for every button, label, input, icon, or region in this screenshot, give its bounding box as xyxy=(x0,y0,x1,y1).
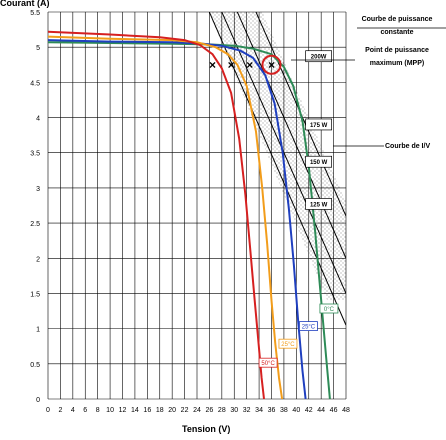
y-tick-label: 2 xyxy=(36,256,40,264)
x-tick-label: 46 xyxy=(329,407,338,414)
temperature-label: 50°C xyxy=(261,361,275,368)
x-tick-label: 10 xyxy=(106,407,114,414)
x-tick-label: 22 xyxy=(180,407,189,414)
temperature-label: 25°C xyxy=(301,324,316,331)
mpp-marker: × xyxy=(227,57,235,72)
x-tick-label: 38 xyxy=(280,407,288,414)
x-tick-label: 30 xyxy=(230,407,239,414)
y-tick-label: 0 xyxy=(36,397,40,404)
x-tick-label: 0 xyxy=(46,407,50,414)
x-tick-label: 12 xyxy=(118,407,127,414)
x-tick-label: 42 xyxy=(304,407,313,414)
x-tick-label: 14 xyxy=(131,407,139,414)
mpp-marker: × xyxy=(246,57,254,72)
temperature-label: 0°C xyxy=(323,307,334,314)
power-label: 150 W xyxy=(309,160,328,167)
mpp-marker: × xyxy=(267,57,276,72)
iv-curve-annotation: Courbe de I/V xyxy=(385,143,431,150)
x-tick-label: 8 xyxy=(95,407,100,414)
x-tick-label: 18 xyxy=(155,407,164,414)
y-axis-title: Courant (A) xyxy=(0,0,50,8)
x-tick-label: 34 xyxy=(255,407,263,414)
x-tick-label: 48 xyxy=(342,407,350,414)
y-tick-label: 4.5 xyxy=(30,80,40,88)
y-tick-label: 5.5 xyxy=(30,10,40,17)
y-tick-label: 5 xyxy=(36,45,40,53)
power-label: 125 W xyxy=(309,202,328,209)
x-axis-title: Tension (V) xyxy=(182,424,231,434)
power-label: 175 W xyxy=(309,122,328,129)
x-tick-label: 32 xyxy=(242,407,251,414)
y-tick-label: 3 xyxy=(36,185,40,193)
x-tick-label: 16 xyxy=(143,407,152,414)
x-tick-label: 6 xyxy=(83,407,88,414)
series-line xyxy=(48,32,264,399)
x-tick-label: 20 xyxy=(168,407,177,414)
x-tick-label: 36 xyxy=(267,407,276,414)
x-tick-label: 24 xyxy=(193,407,201,414)
mpp-marker: × xyxy=(209,57,217,72)
y-tick-label: 0.5 xyxy=(30,361,40,369)
x-tick-label: 4 xyxy=(70,407,75,414)
temperature-label: 25°C xyxy=(281,342,295,349)
x-tick-label: 28 xyxy=(217,407,226,414)
y-tick-label: 2.5 xyxy=(30,221,40,229)
x-tick-label: 2 xyxy=(58,407,63,414)
mpp-annotation: Point de puissance maximum (MPP) xyxy=(365,47,429,67)
y-tick-label: 1.5 xyxy=(30,291,40,299)
constant-power-annotation: Courbe de puissance constante xyxy=(361,16,433,36)
power-label: 200W xyxy=(310,54,327,61)
x-tick-label: 26 xyxy=(205,407,214,414)
y-tick-label: 3.5 xyxy=(30,150,40,158)
x-tick-label: 44 xyxy=(317,407,326,414)
x-tick-label: 40 xyxy=(292,407,301,414)
y-tick-label: 4 xyxy=(36,115,40,123)
y-tick-label: 1 xyxy=(36,326,40,334)
